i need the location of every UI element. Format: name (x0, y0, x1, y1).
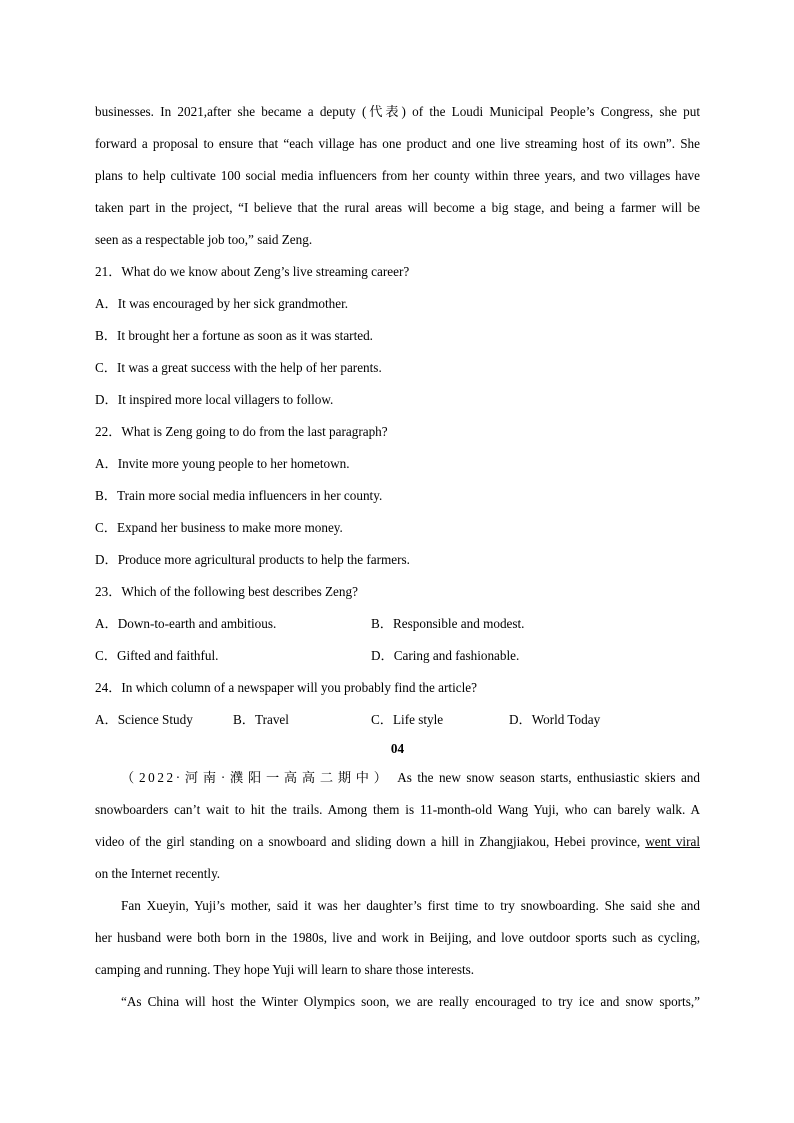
source-citation: （2022·河南·濮阳一高高二期中） (121, 770, 392, 785)
question-21-stem: 21．What do we know about Zeng’s live streaming career? (95, 264, 410, 279)
question-24-stem: 24．In which column of a newspaper will you probably find the article? (95, 680, 477, 695)
question-23-stem: 23．Which of the following best describes Zeng? (95, 584, 358, 599)
question-23-options-row-2 (95, 640, 700, 672)
paragraph-line: “As China will host the Winter Olympics soon, we are really encouraged to try ice and snow sports,” (121, 994, 700, 1009)
underlined-phrase: went viral (645, 834, 700, 849)
question-23-option-c: C．Gifted and faithful. (95, 648, 219, 663)
page-content (95, 96, 700, 1018)
paragraph-line: seen as a respectable job too,” said Zeng. (95, 232, 313, 247)
paragraph-line: forward a proposal to ensure that “each village has one product and one live streaming host of its own”. She (95, 136, 700, 151)
question-21-option-b: B．It brought her a fortune as soon as it was started. (95, 328, 373, 343)
paragraph-line: her husband were both born in the 1980s, live and work in Beijing, and love outdoor sports such as cycling, (95, 930, 700, 945)
section-number: 04 (390, 741, 405, 756)
paragraph-line (95, 762, 700, 794)
question-22-option-c: C．Expand her business to make more money. (95, 520, 343, 535)
question-21-option-a: A．It was encouraged by her sick grandmother. (95, 296, 349, 311)
paragraph-line: Fan Xueyin, Yuji’s mother, said it was her daughter’s first time to try snowboarding. She said she and (121, 898, 700, 913)
question-24-options-row (95, 704, 700, 736)
paragraph-line: snowboarders can’t wait to hit the trails. Among them is 11-month-old Wang Yuji, who can barely walk. A (95, 802, 700, 817)
question-22-option-d: D．Produce more agricultural products to help the farmers. (95, 552, 410, 567)
question-22-option-b: B．Train more social media influencers in her county. (95, 488, 383, 503)
question-22-stem: 22．What is Zeng going to do from the last paragraph? (95, 424, 388, 439)
paragraph-line: plans to help cultivate 100 social media influencers from her county within three years, and two villages have (95, 168, 700, 183)
paragraph-text: As the new snow season starts, enthusiastic skiers and (397, 770, 700, 785)
question-21-option-c: C．It was a great success with the help of her parents. (95, 360, 382, 375)
question-24-option-d: D．World Today (509, 712, 601, 727)
question-23-options-row-1 (95, 608, 700, 640)
question-23-option-a: A．Down-to-earth and ambitious. (95, 616, 277, 631)
paragraph-line (95, 826, 700, 858)
question-24-option-c: C．Life style (371, 712, 444, 727)
question-23-option-b: B．Responsible and modest. (371, 616, 525, 631)
question-24-option-b: B．Travel (233, 712, 289, 727)
paragraph-line: camping and running. They hope Yuji will learn to share those interests. (95, 962, 475, 977)
paragraph-text: video of the girl standing on a snowboard and sliding down a hill in Zhangjiakou, Hebei province, (95, 834, 641, 849)
question-24-option-a: A．Science Study (95, 712, 193, 727)
question-23-option-d: D．Caring and fashionable. (371, 648, 520, 663)
question-22-option-a: A．Invite more young people to her hometown. (95, 456, 350, 471)
question-21-option-d: D．It inspired more local villagers to follow. (95, 392, 334, 407)
paragraph-line: taken part in the project, “I believe that the rural areas will become a big stage, and being a farmer will be (95, 200, 700, 215)
paragraph-line: on the Internet recently. (95, 866, 221, 881)
paragraph-line: businesses. In 2021,after she became a deputy (代表) of the Loudi Municipal People’s Congress, she put (95, 104, 700, 119)
